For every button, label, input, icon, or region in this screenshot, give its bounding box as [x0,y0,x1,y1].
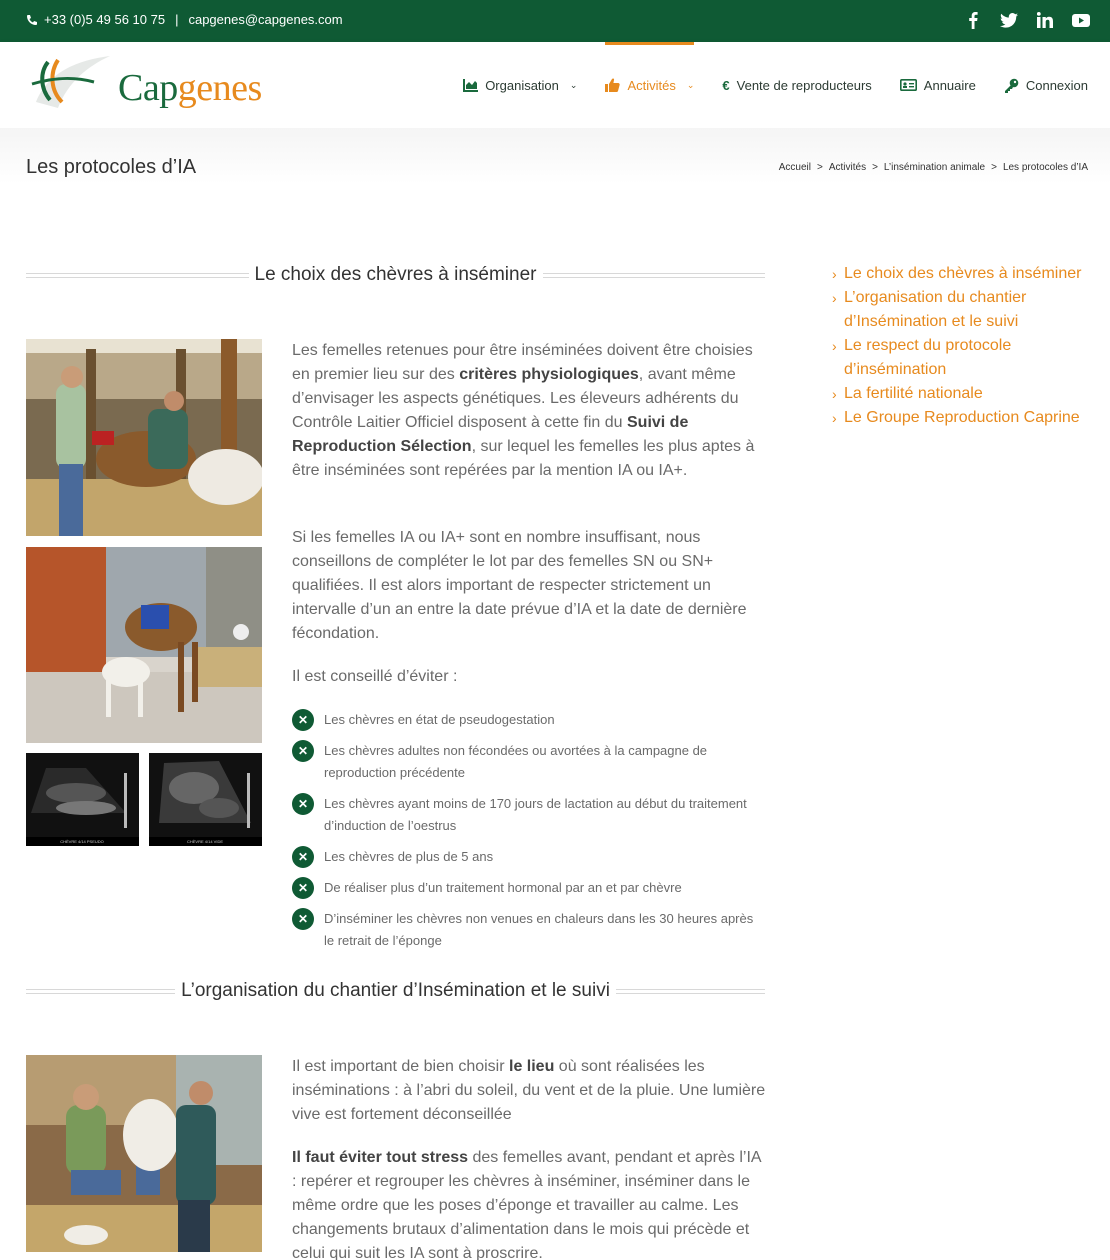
section-title-organisation: L’organisation du chantier d’Insémination et le suivi [181,980,610,1001]
close-circle-icon: ✕ [292,846,314,868]
chevron-right-icon: › [832,266,837,282]
list-item-text: Les chèvres adultes non fécondées ou avortées à la campagne de reproduction précédente [324,743,708,780]
heading-rule [543,273,766,278]
close-circle-icon: ✕ [292,908,314,930]
text-run: où sont réalisées les inséminations : à l’abri du soleil, du vent et de la pluie. Une lumière vive est fortement déconseillée [292,1058,766,1123]
chevron-right-icon: › [832,338,837,354]
logo-word-cap: Cap [118,67,178,109]
contact-separator: | [175,12,179,27]
breadcrumb-separator: > [817,162,823,173]
bold-text: Il faut éviter tout stress [292,1149,469,1166]
sidebar-item-protocole[interactable] [832,334,1102,382]
sidebar-item-choix[interactable] [832,262,1102,286]
thumbs-up-icon [605,78,620,92]
section1-paragraph-1 [292,339,767,483]
page-title: Les protocoles d’IA [26,156,197,178]
sidebar-item-organisation[interactable] [832,286,1102,334]
youtube-icon[interactable] [1072,10,1090,30]
chart-icon [463,79,478,92]
nav-annuaire-label: Annuaire [923,77,976,93]
phone-icon [26,14,38,26]
section2-paragraph-2 [292,1146,767,1260]
sidebar-item-label: Le Groupe Reproduction Caprine [844,409,1080,426]
breadcrumb-separator: > [872,162,878,173]
sidebar-item-label: Le respect du protocole d’insémination [844,337,1012,378]
section-heading-choix [26,263,765,287]
heading-rule [616,989,765,994]
linkedin-icon[interactable] [1036,10,1054,30]
facebook-icon[interactable] [964,10,982,30]
nav-activites[interactable] [605,42,694,128]
logo-word-genes: genes [177,67,262,109]
sidebar-item-groupe[interactable] [832,406,1102,430]
list-item [292,709,762,731]
chevron-down-icon: ⌄ [686,79,695,90]
phone-number[interactable]: +33 (0)5 49 56 10 75 [44,12,166,27]
list-item [292,846,762,868]
section1-paragraph-2: Si les femelles IA ou IA+ sont en nombre insuffisant, nous conseillons de compléter le lot par des femelles SN ou SN+ qualifiées. Il est alors important de respecter strictement un intervalle d’un an entre la date prévue d’IA et la date de dernière fécondation. [292,529,747,642]
list-item-text: D’inséminer les chèvres non venues en chaleurs dans les 30 heures après le retrait de l’éponge [324,911,754,948]
text-run: , avant même d’envisager les aspects génétiques. Les éleveurs adhérents du Contrôle Laitier Officiel disposent à cette fin du [292,366,739,431]
list-item-text: Les chèvres ayant moins de 170 jours de lactation au début du traitement d’induction de l’oestrus [324,796,747,833]
echo-caption-vide: CHÈVRE 4/14 VIDE [186,839,224,844]
nav-organisation-label: Organisation [485,77,559,93]
list-item [292,740,762,784]
logo-wordmark [118,66,262,110]
nav-vente-label: Vente de reproducteurs [736,77,872,93]
chevron-right-icon: › [832,386,837,402]
chevron-right-icon: › [832,410,837,426]
photo-insemination[interactable] [26,1055,262,1252]
euro-icon: € [722,77,730,93]
text-run: Les femelles retenues pour être inséminées doivent être choisies en premier lieu sur des [292,342,753,383]
echo-caption-pseudo: CHÈVRE 4/14 PSEUDO [60,839,104,844]
nav-vente-reproducteurs[interactable] [722,42,871,128]
heading-rule [26,273,249,278]
email-link[interactable]: capgenes@capgenes.com [188,12,343,27]
bold-text: Suivi de Reproduction Sélection [292,414,689,455]
sidebar-item-fertilite[interactable] [832,382,1102,406]
list-item [292,877,762,899]
breadcrumb-activites[interactable]: Activités [828,162,867,173]
list-item-text: Les chèvres de plus de 5 ans [324,849,494,864]
site-logo[interactable] [28,52,268,114]
section-heading-organisation [26,979,765,1003]
section-title-choix: Le choix des chèvres à inséminer [254,264,537,285]
bold-text: le lieu [509,1058,555,1075]
logo-mark-icon [28,52,118,114]
nav-organisation[interactable] [463,42,577,128]
contact-info [26,12,343,27]
close-circle-icon: ✕ [292,877,314,899]
key-icon [1004,78,1019,93]
text-run: des femelles avant, pendant et après l’IA : repérer et regrouper les chèvres à inséminer, inséminer dans le même ordre que les poses d’éponge et travailler au calme. Les changements brutaux d’alimentation dans le mois qui précède et celui qui suit les IA sont à proscrire. [292,1149,761,1260]
twitter-icon[interactable] [1000,10,1018,30]
photo-goat-buck[interactable] [26,547,262,743]
chevron-right-icon: › [832,290,837,306]
list-item [292,908,762,952]
top-bar [0,0,1110,42]
list-item-text: Les chèvres en état de pseudogestation [324,712,555,727]
ultrasound-image-vide[interactable] [149,753,262,846]
text-run: , sur lequel les femelles les plus aptes à être inséminées sont repérées par la mention IA ou IA+. [292,438,755,479]
social-links [964,10,1090,30]
main-nav [463,42,1088,128]
id-card-icon [900,79,917,91]
photo-goat-examination[interactable] [26,339,262,536]
breadcrumb-insemination[interactable]: L’insémination animale [883,162,986,173]
nav-connexion[interactable] [1004,42,1088,128]
sidebar-item-label: L’organisation du chantier d’Insémination et le suivi [844,289,1027,330]
list-item [292,793,762,837]
heading-rule [26,989,175,994]
ultrasound-image-pseudo[interactable] [26,753,139,846]
sidebar-item-label: Le choix des chèvres à inséminer [844,265,1082,282]
close-circle-icon: ✕ [292,793,314,815]
nav-activites-label: Activités [627,77,676,93]
breadcrumb-current: Les protocoles d’IA [1002,162,1088,173]
sidebar-item-label: La fertilité nationale [844,385,983,402]
close-circle-icon: ✕ [292,709,314,731]
nav-annuaire[interactable] [900,42,976,128]
breadcrumb-separator: > [991,162,997,173]
page-title-bar [0,128,1110,208]
site-header [0,42,1110,128]
list-item-text: De réaliser plus d’un traitement hormonal par an et par chèvre [324,880,682,895]
nav-connexion-label: Connexion [1025,77,1088,93]
close-circle-icon: ✕ [292,740,314,762]
bold-text: critères physiologiques [459,366,639,383]
breadcrumb-home[interactable]: Accueil [778,162,811,173]
breadcrumb [779,162,1088,173]
chevron-down-icon: ⌄ [569,79,578,90]
section2-paragraph-1 [292,1055,767,1127]
text-run: Il est important de bien choisir [292,1058,509,1075]
section1-paragraph-3: Il est conseillé d’éviter : [292,668,458,685]
